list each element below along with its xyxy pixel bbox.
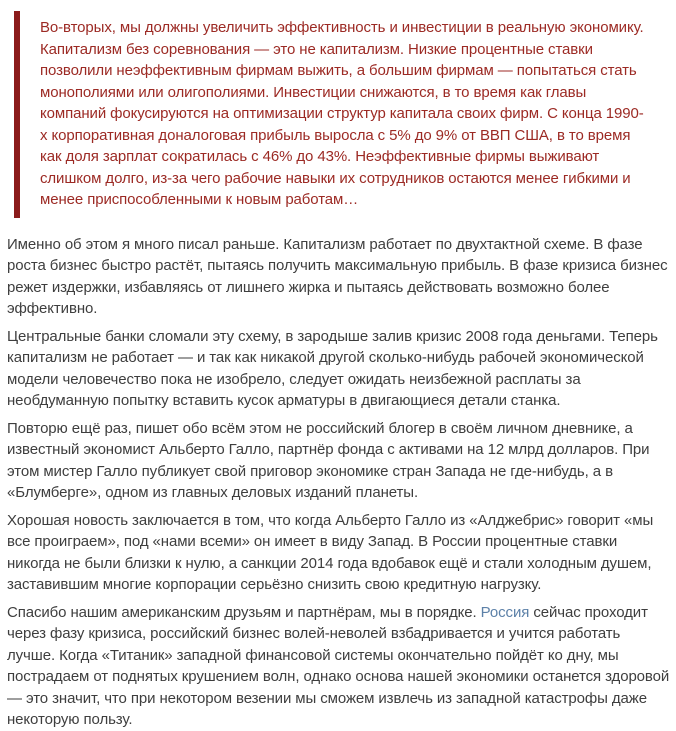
paragraph-good-news: Хорошая новость заключается в том, что когда Альберто Галло из «Алджебрис» говорит «мы все проиграем», под «нами всеми» он имеет в виду Запад. В России процентные ставки никогда не были близки к нулю, а санкции 2014 года вдобавок ещё и стали холодным душем, заставившим многие корпорации серьёзно снизить свою кредитную нагрузку. bbox=[7, 511, 654, 593]
paragraph-central-banks: Центральные банки сломали эту схему, в зародыше залив кризис 2008 года деньгами. Теперь капитализм не работает — и так как никакой другой сколько-нибудь рабочей экономической модели человечество пока не изобрело, следует ожидать неизбежной расплаты за необдуманную попытку вставить кусок арматуры в двигающиеся детали станка. bbox=[7, 327, 658, 409]
text-before-link: Спасибо нашим американским друзьям и партнёрам, мы в порядке. bbox=[7, 603, 481, 621]
quote-text: Во-вторых, мы должны увеличить эффективность и инвестиции в реальную экономику. Капитализм без соревнования — это не капитализм. Низкие процентные ставки позволили неэффективным фирмам выжить, а большим фирмам — попытаться стать монополиями или олигополиями. Инвестиции снижаются, в то время как главы компаний фокусируются на оптимизации структур капитала своих фирм. С конца 1990-х корпоративная доналоговая прибыль выросла с 5% до 9% от ВВП США, в то время как доля зарплат сократилась с 46% до 43%. Неэффективные фирмы выживают слишком долго, из-за чего рабочие навыки их сотрудников остаются менее гибкими и менее приспособленными к новым работам… bbox=[40, 19, 644, 208]
paragraph-capitalism-scheme: Именно об этом я много писал раньше. Капитализм работает по двухтактной схеме. В фазе роста бизнес быстро растёт, пытаясь получить максимальную прибыль. В фазе кризиса бизнес режет издержки, избавляясь от лишнего жирка и пытаясь действовать возможно более эффективно. bbox=[7, 235, 668, 317]
text-after-link: сейчас проходит через фазу кризиса, российский бизнес волей-неволей взбадривается и учится работать лучше. Когда «Титаник» западной финансовой системы окончательно пойдёт ко дну, мы пострадаем от поднятых крушением волн, однако основа нашей экономики останется здоровой — это значит, что при некотором везении мы сможем извлечь из западной катастрофы даже некоторую пользу. bbox=[7, 603, 670, 728]
russia-link[interactable]: Россия bbox=[480, 603, 530, 621]
paragraph-russia-conclusion bbox=[7, 602, 670, 731]
paragraph-alberto-gallo: Повторю ещё раз, пишет обо всём этом не российский блогер в своём личном дневнике, а известный экономист Альберто Галло, партнёр фонда с активами на 12 млрд долларов. При этом мистер Галло публикует свой приговор экономике стран Запада не где-нибудь, а в «Блумберге», одном из главных деловых изданий планеты. bbox=[7, 419, 650, 501]
quote-block bbox=[14, 11, 654, 218]
